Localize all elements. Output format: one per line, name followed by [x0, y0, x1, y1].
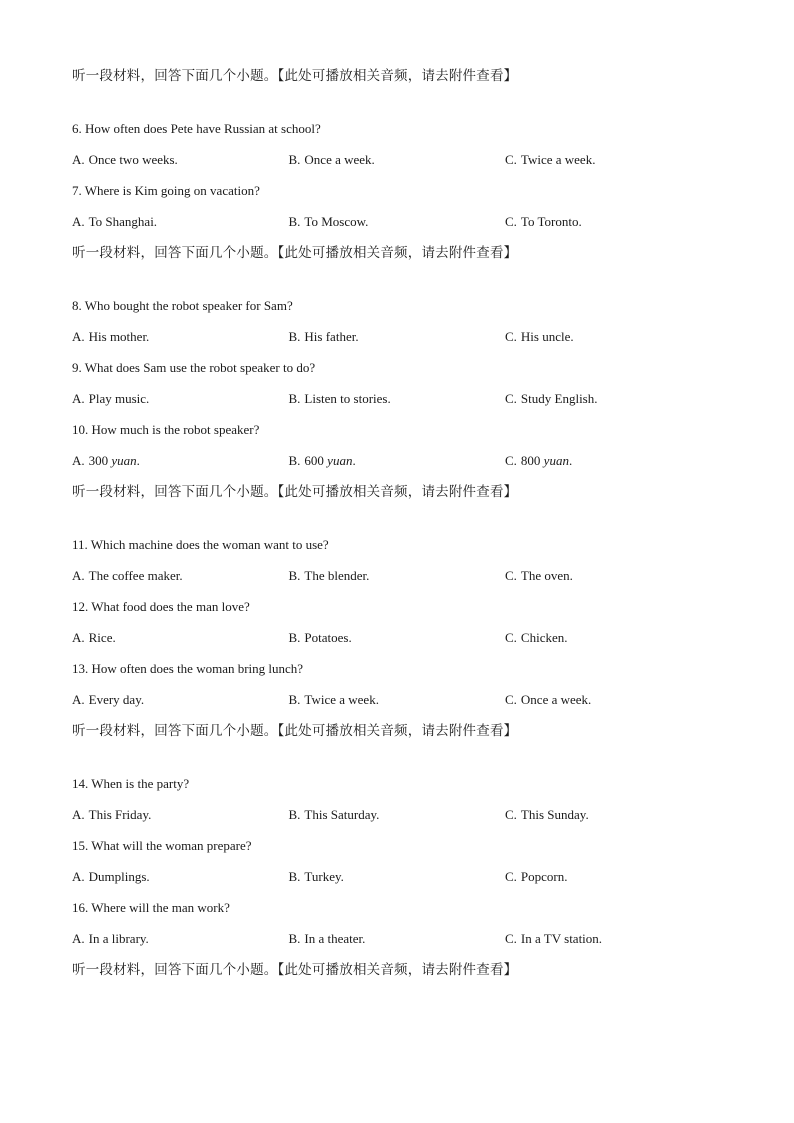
options-row — [72, 690, 722, 710]
question-text: 8. Who bought the robot speaker for Sam? — [72, 298, 293, 313]
option-letter: A. — [72, 391, 85, 406]
option-letter: B. — [288, 329, 301, 344]
answer-option[interactable] — [72, 389, 289, 409]
option-letter: B. — [288, 214, 301, 229]
option-text: To Toronto. — [520, 214, 582, 229]
question-text: 15. What will the woman prepare? — [72, 838, 252, 853]
answer-option[interactable] — [289, 690, 506, 710]
option-letter: A. — [72, 329, 85, 344]
answer-option[interactable] — [289, 566, 506, 586]
answer-option[interactable] — [289, 451, 506, 471]
option-letter: C. — [505, 568, 517, 583]
answer-option[interactable] — [72, 929, 289, 949]
option-letter: A. — [72, 869, 85, 884]
answer-option[interactable] — [72, 150, 289, 170]
answer-option[interactable] — [505, 690, 591, 710]
answer-option[interactable] — [72, 451, 289, 471]
option-letter: A. — [72, 214, 85, 229]
option-text: Popcorn. — [520, 869, 568, 884]
answer-option[interactable] — [289, 805, 506, 825]
answer-option[interactable] — [72, 566, 289, 586]
options-row — [72, 327, 722, 347]
option-suffix: . — [352, 453, 356, 468]
option-letter: A. — [72, 453, 85, 468]
option-letter: A. — [72, 152, 85, 167]
answer-option[interactable] — [289, 389, 506, 409]
section-instruction: 听一段材料，回答下面几个小题。【此处可播放相关音频，请去附件查看】 — [72, 68, 518, 84]
option-text: The oven. — [520, 568, 573, 583]
option-text: Dumplings. — [88, 869, 150, 884]
option-letter: C. — [505, 931, 517, 946]
option-letter: A. — [72, 931, 85, 946]
option-text: Rice. — [88, 630, 116, 645]
answer-option[interactable] — [289, 327, 506, 347]
options-row — [72, 867, 722, 887]
answer-option[interactable] — [289, 867, 506, 887]
option-text: Every day. — [88, 692, 145, 707]
option-text: 800 — [520, 453, 541, 468]
options-row — [72, 805, 722, 825]
answer-option[interactable] — [505, 150, 595, 170]
option-text: 600 — [304, 453, 324, 468]
option-letter: B. — [288, 453, 301, 468]
option-letter: A. — [72, 692, 85, 707]
answer-option[interactable] — [505, 805, 589, 825]
options-row — [72, 929, 722, 949]
question-text: 13. How often does the woman bring lunch? — [72, 661, 304, 676]
option-text: Potatoes. — [304, 630, 352, 645]
answer-option[interactable] — [289, 929, 506, 949]
option-text: His father. — [304, 329, 359, 344]
option-text: Chicken. — [520, 630, 568, 645]
answer-option[interactable] — [289, 628, 506, 648]
question-text: 14. When is the party? — [72, 776, 190, 791]
option-letter: B. — [288, 630, 301, 645]
option-text: Once two weeks. — [88, 152, 178, 167]
answer-option[interactable] — [72, 212, 289, 232]
option-letter: B. — [288, 391, 301, 406]
option-letter: A. — [72, 568, 85, 583]
question-text: 7. Where is Kim going on vacation? — [72, 183, 260, 198]
section-instruction: 听一段材料，回答下面几个小题。【此处可播放相关音频，请去附件查看】 — [72, 484, 518, 500]
answer-option[interactable] — [505, 389, 598, 409]
question-text: 10. How much is the robot speaker? — [72, 422, 260, 437]
option-letter: C. — [505, 329, 517, 344]
option-text: Play music. — [88, 391, 150, 406]
option-text: To Moscow. — [304, 214, 369, 229]
option-letter: C. — [505, 692, 517, 707]
option-letter: A. — [72, 630, 85, 645]
answer-option[interactable] — [72, 327, 289, 347]
options-row — [72, 628, 722, 648]
option-letter: C. — [505, 453, 517, 468]
question-text: 12. What food does the man love? — [72, 599, 250, 614]
answer-option[interactable] — [72, 867, 289, 887]
question-text: 11. Which machine does the woman want to use? — [72, 537, 329, 552]
section-instruction: 听一段材料，回答下面几个小题。【此处可播放相关音频，请去附件查看】 — [72, 245, 518, 261]
option-text: Once a week. — [520, 692, 592, 707]
answer-option[interactable] — [505, 327, 574, 347]
option-letter: C. — [505, 630, 517, 645]
option-letter: C. — [505, 391, 517, 406]
closing-instruction: 听一段材料，回答下面几个小题。【此处可播放相关音频，请去附件查看】 — [72, 962, 518, 978]
answer-option[interactable] — [289, 150, 506, 170]
answer-option[interactable] — [505, 451, 572, 471]
option-text: His mother. — [88, 329, 150, 344]
option-text: The blender. — [304, 568, 370, 583]
option-text: Twice a week. — [520, 152, 596, 167]
question-text: 9. What does Sam use the robot speaker to do? — [72, 360, 316, 375]
answer-option[interactable] — [505, 929, 602, 949]
option-text: Listen to stories. — [304, 391, 391, 406]
answer-option[interactable] — [505, 566, 573, 586]
option-unit: yuan — [111, 453, 137, 468]
answer-option[interactable] — [289, 212, 506, 232]
option-text: Turkey. — [304, 869, 344, 884]
options-row — [72, 451, 722, 471]
option-text: His uncle. — [520, 329, 574, 344]
option-text: Twice a week. — [304, 692, 379, 707]
option-suffix: . — [568, 453, 573, 468]
answer-option[interactable] — [72, 690, 289, 710]
options-row — [72, 389, 722, 409]
option-text: The coffee maker. — [88, 568, 183, 583]
options-row — [72, 150, 722, 170]
option-text: In a library. — [88, 931, 149, 946]
option-letter: B. — [288, 692, 301, 707]
option-text: To Shanghai. — [88, 214, 158, 229]
option-letter: B. — [288, 931, 301, 946]
option-letter: C. — [505, 869, 517, 884]
answer-option[interactable] — [505, 867, 568, 887]
option-text: In a theater. — [304, 931, 366, 946]
option-text: Study English. — [520, 391, 598, 406]
option-letter: B. — [288, 152, 301, 167]
answer-option[interactable] — [72, 805, 289, 825]
option-text: In a TV station. — [520, 931, 603, 946]
option-letter: B. — [288, 869, 301, 884]
option-text: 300 — [88, 453, 109, 468]
question-text: 16. Where will the man work? — [72, 900, 230, 915]
option-unit: yuan — [327, 453, 353, 468]
option-unit: yuan — [543, 453, 569, 468]
answer-option[interactable] — [505, 628, 568, 648]
option-text: Once a week. — [304, 152, 375, 167]
section-instruction: 听一段材料，回答下面几个小题。【此处可播放相关音频，请去附件查看】 — [72, 723, 518, 739]
option-letter: C. — [505, 214, 517, 229]
option-letter: B. — [288, 568, 301, 583]
option-letter: C. — [505, 152, 517, 167]
option-suffix: . — [136, 453, 140, 468]
options-row — [72, 566, 722, 586]
question-text: 6. How often does Pete have Russian at school? — [72, 121, 321, 136]
listening-questions — [72, 66, 722, 980]
option-letter: C. — [505, 807, 517, 822]
option-letter: B. — [288, 807, 301, 822]
option-text: This Saturday. — [304, 807, 380, 822]
options-row — [72, 212, 722, 232]
option-text: This Sunday. — [520, 807, 589, 822]
answer-option[interactable] — [505, 212, 582, 232]
option-letter: A. — [72, 807, 85, 822]
option-text: This Friday. — [88, 807, 152, 822]
answer-option[interactable] — [72, 628, 289, 648]
